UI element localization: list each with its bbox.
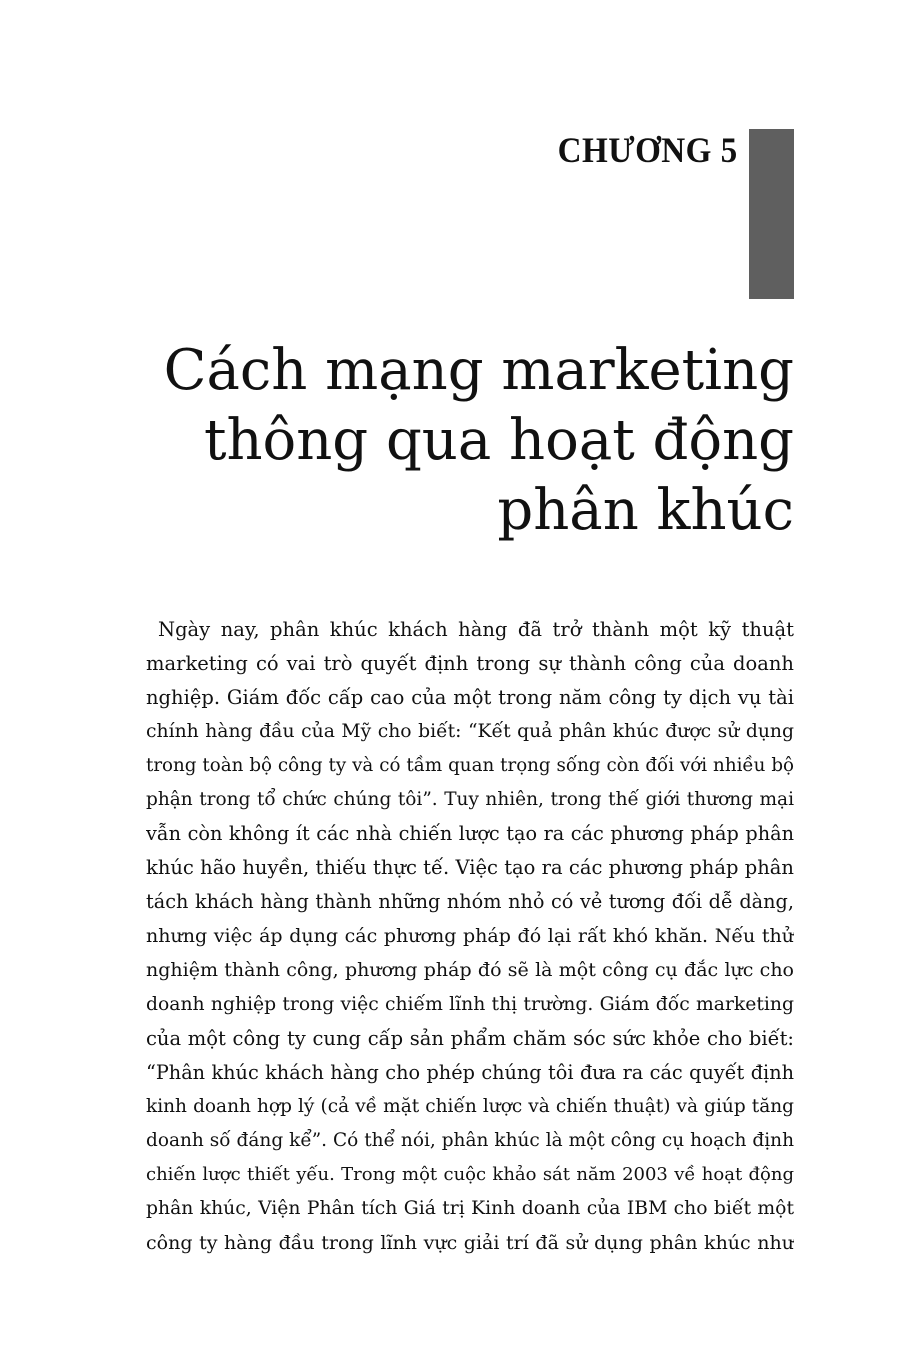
body-line: nghiệm thành công, phương pháp đó sẽ là một công cụ đắc lực cho: [146, 959, 794, 982]
body-line: phân khúc, Viện Phân tích Giá trị Kinh doanh của IBM cho biết một: [146, 1197, 794, 1219]
body-line: vẫn còn không ít các nhà chiến lược tạo ra các phương pháp phân: [146, 822, 794, 846]
body-line: doanh số đáng kể”. Có thể nói, phân khúc là một công cụ hoạch định: [146, 1129, 794, 1151]
body-line: kinh doanh hợp lý (cả về mặt chiến lược và chiến thuật) và giúp tăng: [146, 1095, 794, 1117]
body-line: công ty hàng đầu trong lĩnh vực giải trí đã sử dụng phân khúc như: [146, 1231, 794, 1254]
chapter-title-line-2: thông qua hoạt động: [203, 408, 794, 473]
chapter-accent-bar: [749, 129, 794, 299]
body-line: phận trong tổ chức chúng tôi”. Tuy nhiên, trong thế giới thương mại: [146, 789, 794, 811]
body-line: “Phân khúc khách hàng cho phép chúng tôi đưa ra các quyết định: [146, 1060, 794, 1084]
chapter-title-line-1: Cách mạng marketing: [163, 338, 794, 403]
body-line: marketing có vai trò quyết định trong sự thành công của doanh: [146, 652, 794, 676]
body-line: chính hàng đầu của Mỹ cho biết: “Kết quả phân khúc được sử dụng: [146, 721, 794, 743]
body-line: nghiệp. Giám đốc cấp cao của một trong năm công ty dịch vụ tài: [146, 686, 794, 710]
body-line: Ngày nay, phân khúc khách hàng đã trở thành một kỹ thuật: [158, 618, 794, 641]
body-line: trong toàn bộ công ty và có tầm quan trọng sống còn đối với nhiều bộ: [146, 755, 794, 777]
body-line: doanh nghiệp trong việc chiếm lĩnh thị trường. Giám đốc marketing: [146, 993, 794, 1015]
chapter-title: [154, 336, 794, 546]
chapter-title-line-3: phân khúc: [497, 478, 794, 543]
body-line: nhưng việc áp dụng các phương pháp đó lại rất khó khăn. Nếu thử: [146, 925, 794, 948]
body-line: khúc hão huyền, thiếu thực tế. Việc tạo ra các phương pháp phân: [146, 856, 794, 880]
body-line: của một công ty cung cấp sản phẩm chăm sóc sức khỏe cho biết:: [146, 1026, 794, 1050]
body-paragraph: [146, 613, 794, 1260]
body-line: tách khách hàng thành những nhóm nhỏ có vẻ tương đối dễ dàng,: [146, 890, 794, 914]
chapter-label: CHƯƠNG 5: [557, 130, 738, 170]
body-line: chiến lược thiết yếu. Trong một cuộc khảo sát năm 2003 về hoạt động: [146, 1163, 794, 1185]
